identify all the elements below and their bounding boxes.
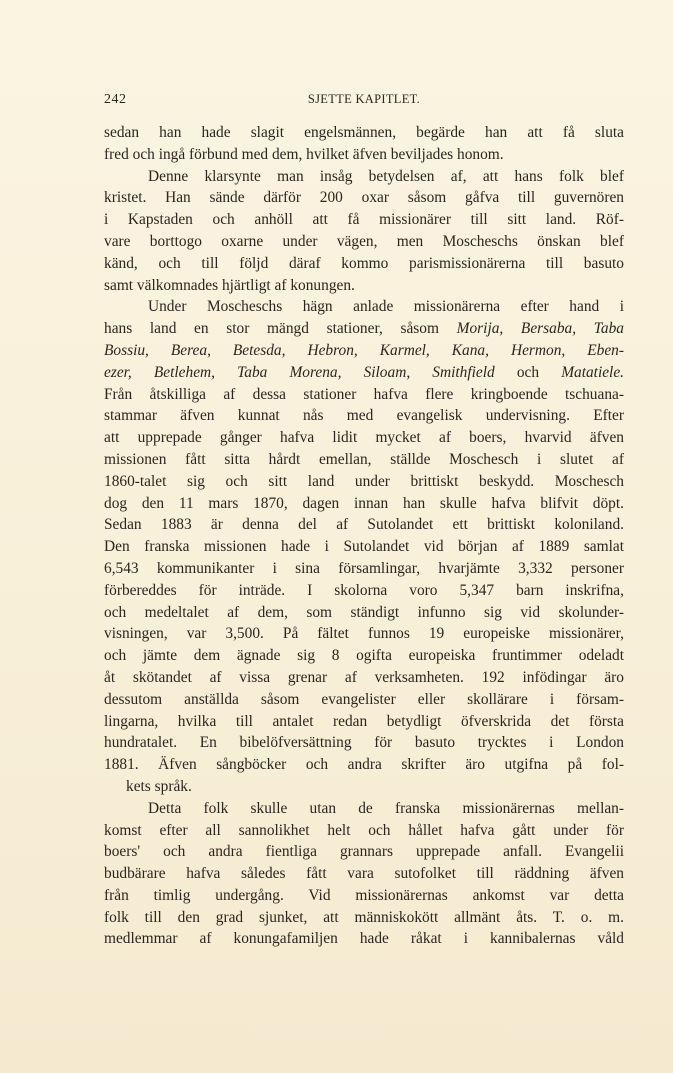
text-line	[104, 340, 624, 362]
text-span: hans land en stor mängd stationer, såsom	[104, 320, 439, 338]
text-line: förbereddes för inträde. I skolorna voro 5,347 barn inskrifna,	[104, 581, 624, 599]
italic-place-names: Morija, Bersaba, Taba	[456, 320, 624, 338]
text-line: sedan han hade slagit engelsmännen, begärde han att få sluta	[104, 124, 624, 141]
text-line: i Kapstaden och anhöll att få missionärer till sitt land. Röf-	[104, 211, 624, 229]
text-line	[104, 362, 624, 384]
text-line: åt skötandet af vissa grenar af verksamheten. 192 infödingar äro	[104, 668, 624, 686]
page-header	[104, 92, 624, 112]
text-line: 6,543 kommunikanter i sina församlingar, hvarjämte 3,332 personer	[104, 559, 624, 577]
body-text	[104, 122, 624, 950]
text-line: från timlig undergång. Vid missionärernas ankomst var detta	[104, 886, 624, 904]
text-line: Under Moscheschs hägn anlade missionärerna efter hand i	[148, 298, 624, 316]
text-line: dog den 11 mars 1870, dagen innan han skulle hafva blifvit döpt.	[104, 494, 624, 512]
text-line: Den franska missionen hade i Sutolandet vid början af 1889 samlat	[104, 538, 624, 556]
page-number: 242	[104, 92, 127, 107]
text-line: samt välkomnades hjärtligt af konungen.	[104, 276, 355, 294]
italic-place-names: Bossiu, Berea, Betesda, Hebron, Karmel, Kana, Hermon, Eben-	[104, 341, 624, 359]
text-line: Från åtskilliga af dessa stationer hafva flere kringboende tschuana-	[104, 385, 624, 403]
text-line: lingarna, hvilka till antalet redan betydligt öfverskrida det första	[104, 712, 624, 730]
text-line: dessutom anställda såsom evangelister eller skollärare i försam-	[104, 690, 624, 708]
text-line: stammar äfven kunnat nås med evangelisk undervisning. Efter	[104, 407, 624, 425]
text-line: vare borttogo oxarne under vägen, men Moscheschs önskan blef	[104, 232, 624, 250]
text-line: medlemmar af konungafamiljen hade råkat i kannibalernas våld	[104, 930, 624, 948]
text-line: och jämte dem ägnade sig 8 ogifta europeiska fruntimmer odeladt	[104, 647, 624, 665]
text-line	[104, 318, 624, 340]
running-head: SJETTE KAPITLET.	[307, 92, 421, 106]
text-line: känd, och till följd däraf kommo parismissionärerna till basuto	[104, 254, 624, 272]
text-line: att upprepade gånger hafva lidit mycket af boers, hvarvid äfven	[104, 429, 624, 447]
text-line: Sedan 1883 är denna del af Sutolandet ett brittiskt koloniland.	[104, 516, 624, 534]
text-line: budbärare hafva således fått vara sutofolket till räddning äfven	[104, 865, 624, 883]
text-line: fred och ingå förbund med dem, hvilket äfven beviljades honom.	[104, 145, 504, 163]
text-line: 1860-talet sig och sitt land under brittiskt beskydd. Moschesch	[104, 472, 624, 490]
text-line: visningen, var 3,500. På fältet funnos 19 europeiske missionärer,	[104, 625, 624, 643]
text-line: komst efter all sannolikhet helt och hållet hafva gått under för	[104, 821, 624, 839]
text-line: kets språk.	[126, 777, 192, 795]
text-line: Denne klarsynte man insåg betydelsen af, att hans folk blef	[148, 167, 624, 185]
text-span: och	[516, 363, 540, 381]
text-line: Detta folk skulle utan de franska missionärernas mellan-	[148, 799, 624, 817]
text-line: och medeltalet af dem, som ständigt infunno sig vid skolunder-	[104, 603, 624, 621]
text-line: boers' och andra fientliga grannars upprepade anfall. Evangelii	[104, 843, 624, 861]
text-line: 1881. Äfven sångböcker och andra skrifter äro utgifna på fol-	[104, 756, 624, 774]
text-line: hundratalet. En bibelöfversättning för basuto trycktes i London	[104, 734, 624, 752]
italic-place-names: ezer, Betlehem, Taba Morena, Siloam, Smithfield	[104, 363, 495, 381]
text-line: folk till den grad sjunket, att människokött allmänt åts. T. o. m.	[104, 908, 624, 926]
text-line: kristet. Han sände därför 200 oxar såsom gåfva till guvernören	[104, 189, 624, 207]
italic-place-names: Matatiele.	[561, 363, 624, 381]
text-line: missionen fått sitta hårdt emellan, ställde Moschesch i slutet af	[104, 450, 624, 468]
